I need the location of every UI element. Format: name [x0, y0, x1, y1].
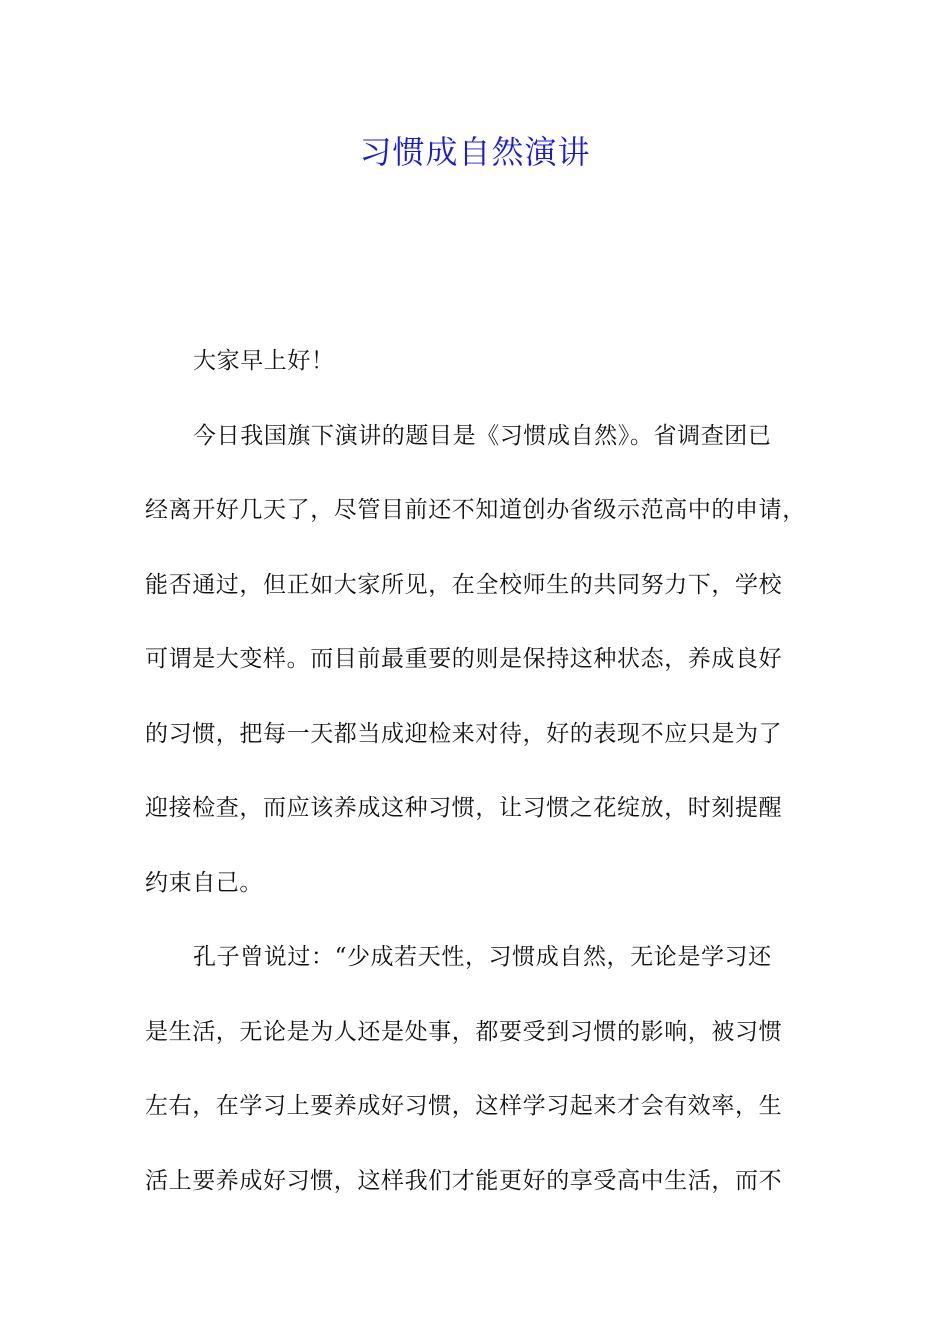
paragraph-line: 今日我国旗下演讲的题目是《习惯成自然》。省调查团已 [193, 422, 772, 449]
paragraph-line: 左右，在学习上要养成好习惯，这样学习起来才会有效率，生 [145, 1093, 783, 1119]
paragraph-line: 可谓是大变样。而目前最重要的则是保持这种状态，养成良好 [145, 646, 783, 672]
paragraph-line: 活上要养成好习惯，这样我们才能更好的享受高中生活，而不 [145, 1167, 783, 1194]
paragraph-line: 是生活，无论是为人还是处事，都要受到习惯的影响，被习惯 [145, 1018, 783, 1045]
paragraph-line: 经离开好几天了，尽管目前还不知道创办省级示范高中的申请， [145, 497, 806, 523]
paragraph-line: 能否通过，但正如大家所见，在全校师生的共同努力下，学校 [145, 571, 783, 598]
paragraph-line: 迎接检查，而应该养成这种习惯，让习惯之花绽放，时刻提醒 [145, 795, 783, 821]
document-body [145, 337, 815, 1231]
document-title: 习惯成自然演讲 [359, 133, 591, 171]
paragraph-line: 孔子曾说过：“少成若天性，习惯成自然，无论是学习还 [193, 944, 772, 970]
paragraph-line: 的习惯，把每一天都当成迎检来对待，好的表现不应只是为了 [145, 720, 783, 747]
paragraph-line: 大家早上好！ [193, 348, 335, 374]
paragraph-line: 约束自己。 [145, 869, 263, 896]
